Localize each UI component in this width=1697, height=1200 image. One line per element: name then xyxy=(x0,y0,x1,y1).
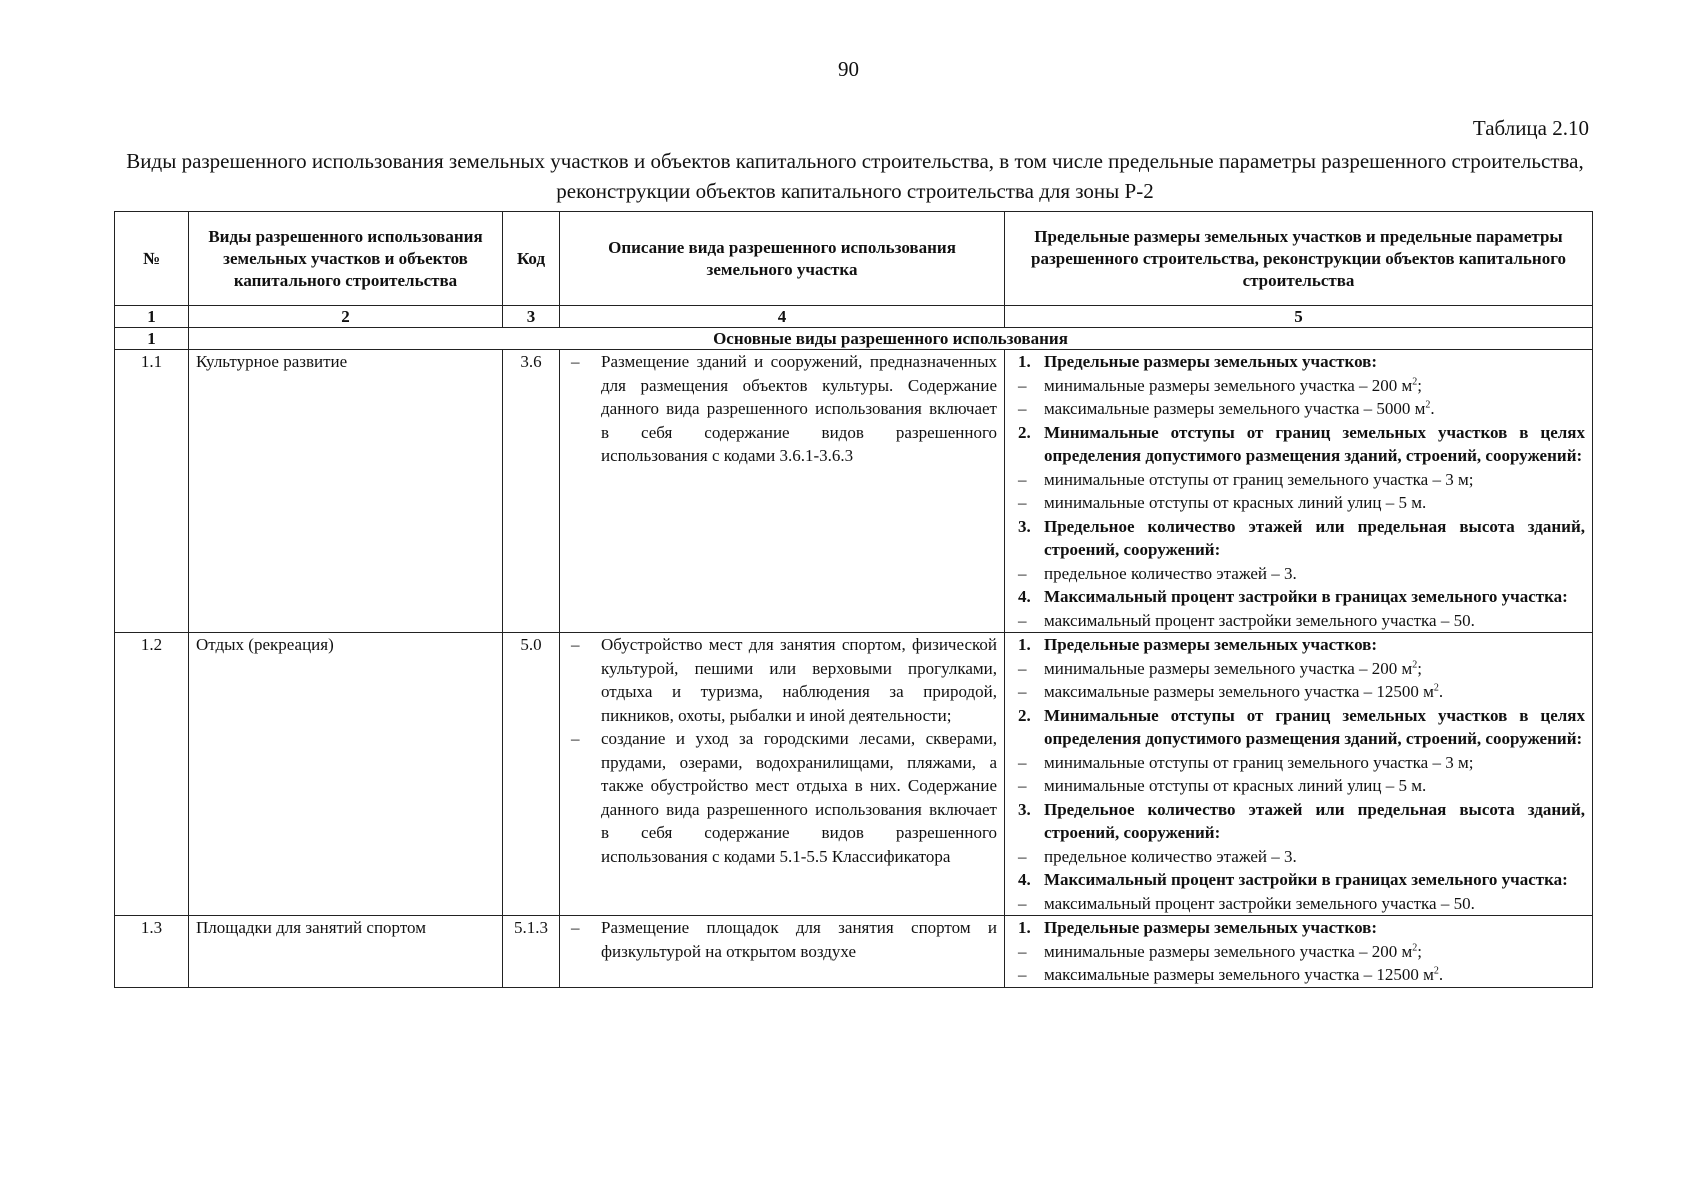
param-item: – минимальные размеры земельного участка – 200 $м^2$; xyxy=(1012,940,1585,964)
description-item: – Размещение зданий и сооружений, предназначенных для размещения объектов культуры. Содержание данного вида разрешенного использования включает в себя содержание видов разрешенного использования с кодами 3.6.1-3.6.3 xyxy=(567,350,997,468)
row-description xyxy=(560,916,1005,988)
zoning-table xyxy=(114,211,1593,988)
param-item: – максимальный процент застройки земельного участка – 50. xyxy=(1012,609,1585,633)
header-code: Код xyxy=(503,212,560,306)
param-item: – предельное количество этажей – 3. xyxy=(1012,562,1585,586)
param-item: – минимальные отступы от границ земельного участка – 3 м; xyxy=(1012,751,1585,775)
param-heading: 1. Предельные размеры земельных участков: xyxy=(1018,352,1378,371)
param-item: – максимальные размеры земельного участка – 5000 $м^2$. xyxy=(1012,397,1585,421)
param-heading: 4. Максимальный процент застройки в границах земельного участка: xyxy=(1018,870,1568,889)
row-num: 1.2 xyxy=(115,633,189,916)
param-item: – максимальные размеры земельного участка – 12500 $м^2$. xyxy=(1012,680,1585,704)
column-number: 1 xyxy=(115,306,189,328)
param-item: – минимальные отступы от границ земельного участка – 3 м; xyxy=(1012,468,1585,492)
header-params: Предельные размеры земельных участков и предельные параметры разрешенного строительства, реконструкции объектов капитального строительства xyxy=(1005,212,1593,306)
column-number: 5 xyxy=(1005,306,1593,328)
header-num: № xyxy=(115,212,189,306)
header-row xyxy=(115,212,1593,306)
column-number-row xyxy=(115,306,1593,328)
param-item: – максимальные размеры земельного участка – 12500 $м^2$. xyxy=(1012,963,1585,987)
description-item: – создание и уход за городскими лесами, скверами, прудами, озерами, водохранилищами, пляжами, а также обустройство мест отдыха в них. Содержание данного вида разрешенного использования включает в себя содержание видов разрешенного использования с кодами 5.1-5.5 Классификатора xyxy=(567,727,997,868)
page-number: 90 xyxy=(838,57,859,81)
section-num: 1 xyxy=(115,328,189,350)
row-num: 1.3 xyxy=(115,916,189,988)
row-code: 5.1.3 xyxy=(503,916,560,988)
table-label: Таблица 2.10 xyxy=(1472,116,1589,140)
header-types: Виды разрешенного использования земельных участков и объектов капитального строительства xyxy=(189,212,503,306)
section-title: Основные виды разрешенного использования xyxy=(189,328,1593,350)
param-item: – предельное количество этажей – 3. xyxy=(1012,845,1585,869)
param-item: – минимальные отступы от красных линий улиц – 5 м. xyxy=(1012,491,1585,515)
section-row xyxy=(115,328,1593,350)
description-item: – Обустройство мест для занятия спортом, физической культурой, пешими или верховыми прогулками, отдыха и туризма, наблюдения за природой, пикников, охоты, рыбалки и иной деятельности; xyxy=(567,633,997,727)
param-heading: 1. Предельные размеры земельных участков: xyxy=(1018,635,1378,654)
row-num: 1.1 xyxy=(115,350,189,633)
param-heading: 1. Предельные размеры земельных участков: xyxy=(1018,918,1378,937)
column-number: 3 xyxy=(503,306,560,328)
column-number: 4 xyxy=(560,306,1005,328)
row-params xyxy=(1005,633,1593,916)
param-item: – минимальные размеры земельного участка – 200 $м^2$; xyxy=(1012,657,1585,681)
row-description xyxy=(560,350,1005,633)
param-heading: 3. Предельное количество этажей или предельная высота зданий, строений, сооружений: xyxy=(1018,516,1585,559)
row-name: Площадки для занятий спортом xyxy=(189,916,503,988)
row-name: Отдых (рекреация) xyxy=(189,633,503,916)
param-heading: 2. Минимальные отступы от границ земельных участков в целях определения допустимого размещения зданий, строений, сооружений: xyxy=(1018,422,1585,465)
table-row xyxy=(115,633,1593,916)
row-name: Культурное развитие xyxy=(189,350,503,633)
param-heading: 4. Максимальный процент застройки в границах земельного участка: xyxy=(1018,587,1568,606)
table-row xyxy=(115,916,1593,988)
column-number: 2 xyxy=(189,306,503,328)
row-code: 5.0 xyxy=(503,633,560,916)
param-item: – минимальные размеры земельного участка – 200 $м^2$; xyxy=(1012,374,1585,398)
param-item: – максимальный процент застройки земельного участка – 50. xyxy=(1012,892,1585,916)
header-description: Описание вида разрешенного использования земельного участка xyxy=(560,212,1005,306)
table-row xyxy=(115,350,1593,633)
param-heading: 2. Минимальные отступы от границ земельных участков в целях определения допустимого размещения зданий, строений, сооружений: xyxy=(1018,705,1585,748)
row-params xyxy=(1005,916,1593,988)
param-heading: 3. Предельное количество этажей или предельная высота зданий, строений, сооружений: xyxy=(1018,799,1585,842)
table-title: Виды разрешенного использования земельных участков и объектов капитального строительства, в том числе предельные параметры разрешенного строительства, реконструкции объектов капитального строительства для зоны Р-2 xyxy=(126,149,1584,203)
description-item: – Размещение площадок для занятия спортом и физкультурой на открытом воздухе xyxy=(567,916,997,963)
row-params xyxy=(1005,350,1593,633)
row-description xyxy=(560,633,1005,916)
row-code: 3.6 xyxy=(503,350,560,633)
param-item: – минимальные отступы от красных линий улиц – 5 м. xyxy=(1012,774,1585,798)
